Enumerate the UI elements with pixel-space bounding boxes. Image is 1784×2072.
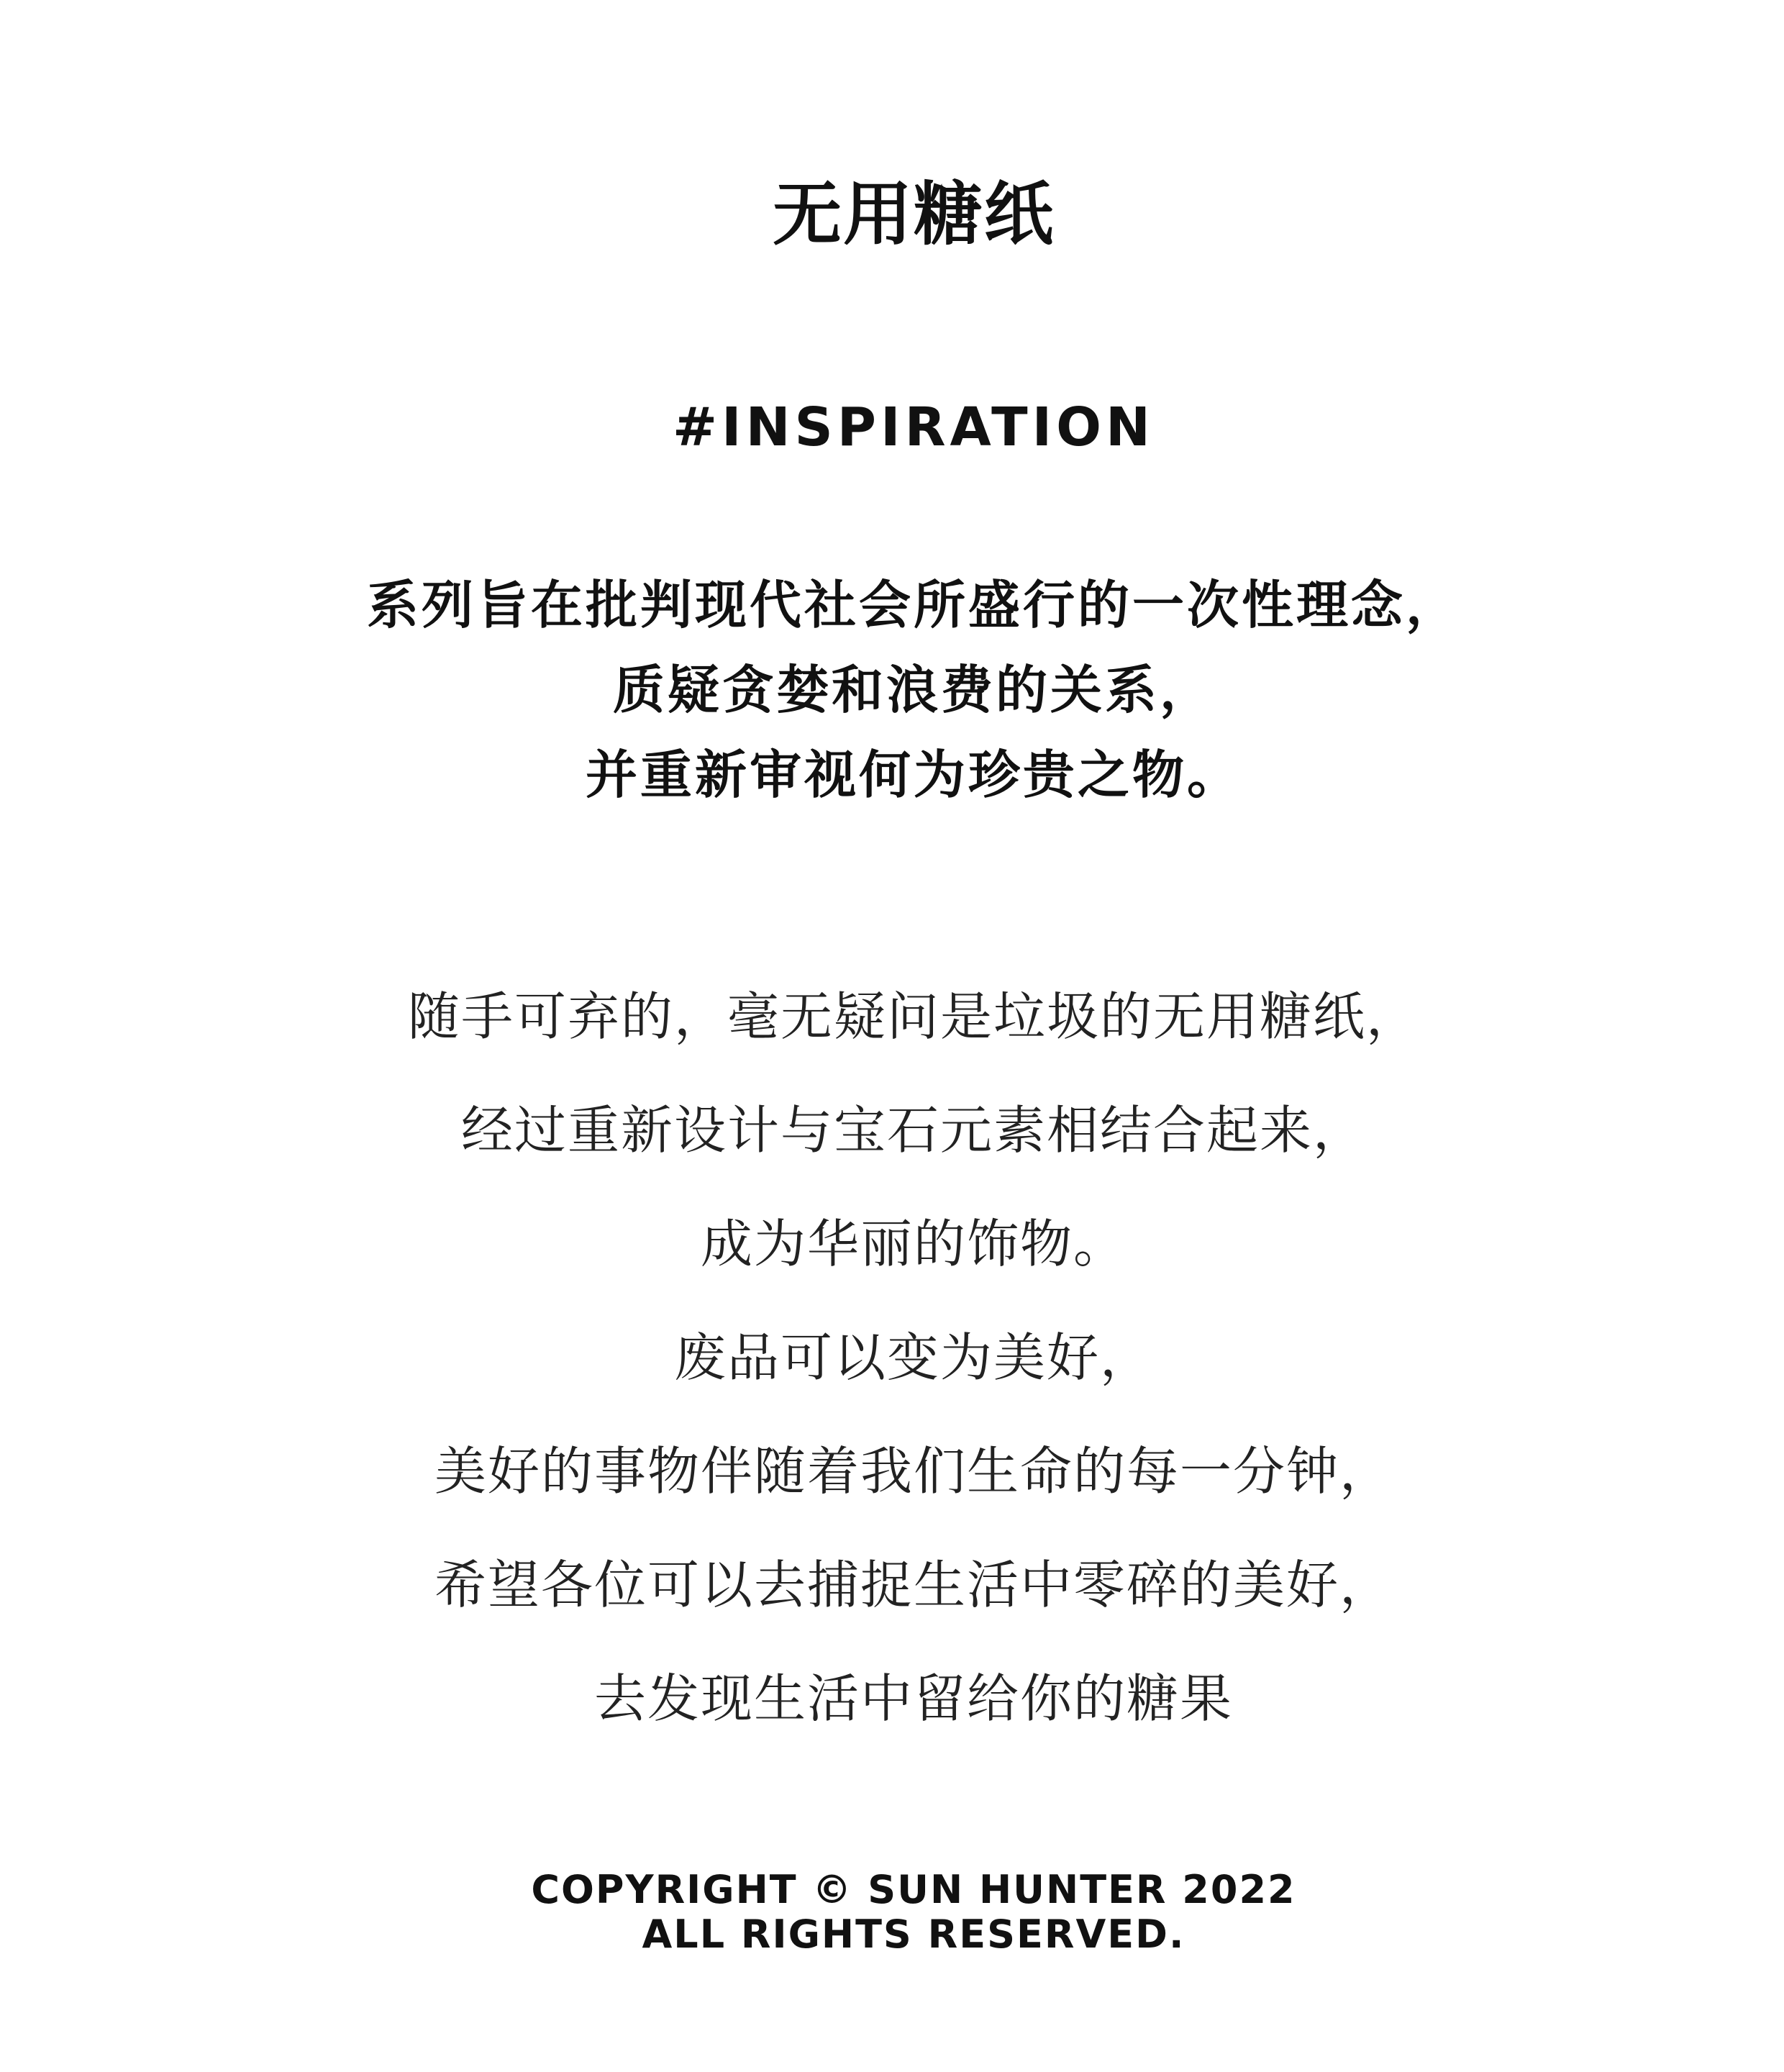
poem-line: 去发现生活中留给你的糖果 xyxy=(593,1668,1233,1729)
copyright-text: COPYRIGHT © SUN HUNTER 2022 xyxy=(531,1867,1296,1912)
poem-line: 随手可弃的，毫无疑问是垃圾的无用糖纸， xyxy=(407,986,1419,1047)
poem-line: 希望各位可以去捕捉生活中零碎的美好， xyxy=(434,1555,1393,1615)
poem-line: 美好的事物伴随着我们生命的每一分钟， xyxy=(434,1441,1393,1501)
poem-body xyxy=(0,960,1784,1755)
poem-line: 经过重新设计与宝石元素相结合起来， xyxy=(460,1100,1366,1160)
inspiration-tag: #INSPIRATION xyxy=(673,396,1155,458)
rights-text: ALL RIGHTS RESERVED. xyxy=(642,1912,1185,1957)
intro-line: 质疑贪婪和浪费的关系， xyxy=(612,660,1214,720)
intro-statement xyxy=(0,563,1784,817)
intro-line: 并重新审视何为珍贵之物。 xyxy=(585,745,1242,805)
copyright-footer xyxy=(0,1868,1784,1957)
page-title: 无用糖纸 xyxy=(773,174,1055,255)
intro-line: 系列旨在批判现代社会所盛行的一次性理念， xyxy=(366,575,1460,635)
poem-line: 废品可以变为美好， xyxy=(673,1327,1153,1388)
poem-line: 成为华丽的饰物。 xyxy=(700,1214,1127,1274)
